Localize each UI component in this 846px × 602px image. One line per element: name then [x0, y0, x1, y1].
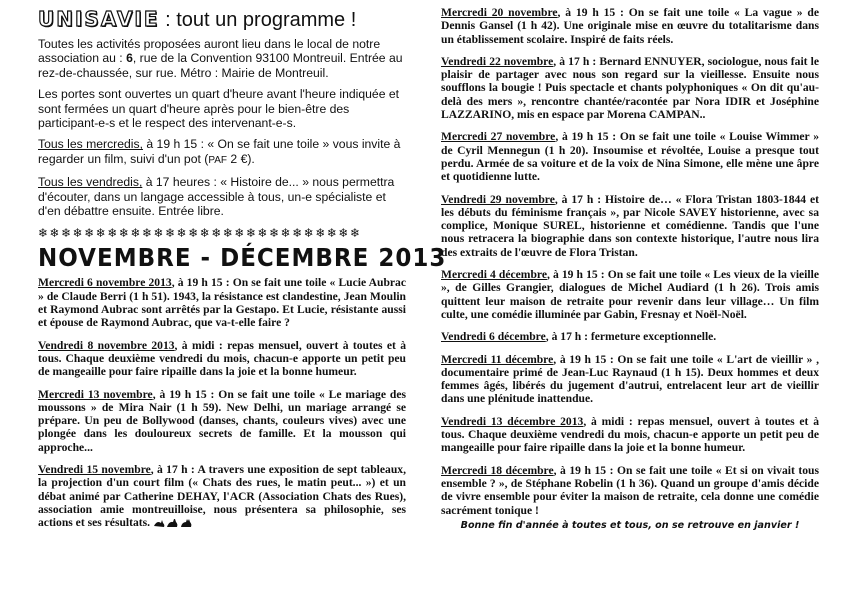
street-number: 6: [126, 51, 133, 66]
event-text: , à 17 h : Bernard ENNUYER, sociologue, nous fait le plaisir de partager avec nous son regard sur la vieillesse. Ensuite nous soufflons la bougie ! Puis spectacle et chants polyphoniques « On dit qu'au-delà des mers », rencontre chantée/racontée par Nora IDIR et Joséphine LAZZARINO, mis en espace par Morena CAMPAN..: [441, 54, 819, 122]
event-text: , à 17 h : Histoire de… « Flora Tristan 1803-1844 et les débuts du féminisme français », par Nicole SAVEY historienne, avec sa complice, Monique SUREL, historienne et comédienne. Tandis que l'une nous retracera la biographie dans son contexte historique, l'autre nous lira des extraits de l'œuvre de Flora Tristan.: [441, 192, 819, 259]
event-date: Vendredi 15 novembre: [38, 463, 151, 477]
event-text: , à 17 h : fermeture exceptionnelle.: [545, 330, 717, 344]
title-suffix: : tout un programme !: [159, 9, 357, 31]
wednesdays-label: Tous les mercredis,: [38, 137, 143, 152]
event-item: [38, 339, 406, 379]
event-item: [441, 268, 819, 321]
intro-wednesdays: [38, 137, 406, 168]
wednesdays-price: 2 €).: [227, 151, 255, 166]
event-text: , à 19 h 15 : On se fait une toile « Le mariage des moussons » de Mira Nair (1 h 59). New Delhi, un mariage arrangé se prépare. Un peu de Bollywood (danses, chants, couleurs vives) avec une plongée dans les douloureux secrets de famille. Et la mousson qui approche...: [38, 387, 406, 454]
period-banner: NOVEMBRE - DÉCEMBRE 2013: [38, 244, 447, 274]
event-item: [441, 193, 819, 259]
event-text: , à 19 h 15 : On se fait une toile « Les vieux de la vieille », de Gilles Grangier, dialogues de Michel Audiard (1 h 26). Trois amis quittent leur maison de retraite pour revenir dans leur village… Un film culte, une comédie illuminée par Gabin, Fresnay et Noël-Noël.: [441, 268, 819, 321]
event-item: [38, 276, 406, 329]
cat-silhouettes-icon: [153, 516, 193, 531]
event-date: Vendredi 29 novembre: [441, 192, 555, 206]
event-item: [441, 130, 819, 183]
page-title: [38, 6, 406, 33]
left-column: [38, 6, 447, 541]
event-date: Vendredi 22 novembre: [441, 54, 554, 68]
paf-label: PAF: [208, 154, 228, 166]
event-item: [38, 463, 406, 531]
event-item: [441, 464, 819, 517]
event-item: [441, 330, 819, 343]
event-text: , à 19 h 15 : On se fait une toile « La vague » de Dennis Gansel (1 h 42). Une originale mise en œuvre du totalitarisme dans un établissement scolaire. Inspiré de faits réels.: [441, 6, 819, 46]
event-item: [441, 415, 819, 455]
event-date: Mercredi 4 décembre: [441, 268, 547, 282]
intro-location-text: Toutes les activités proposées auront lieu dans le local de notre association au :: [38, 37, 381, 66]
event-item: [38, 388, 406, 454]
event-date: Mercredi 11 décembre: [441, 352, 554, 366]
intro-location-rest: , rue de la Convention 93100 Montreuil. Entrée au rez-de-chaussée, sur rue. Métro : Mairie de Montreuil.: [38, 51, 403, 80]
closing-message: Bonne fin d'année à toutes et tous, on se retrouve en janvier !: [460, 519, 800, 531]
intro-doors: Les portes sont ouvertes un quart d'heure avant l'heure indiquée et sont fermées un quart d'heure après pour le bien-être des participant-e-s et le respect des intervenant-e-s.: [38, 87, 400, 131]
event-text: , à 17 h : A travers une exposition de sept tableaux, la projection d'un court film (« Chats des rues, le matin peut... ») et un débat animé par Catherine DEHAY, l'ACR (Association Chats des Rues), association amie montreuilloise, nous présentera sa philosophie, ses actions et ses résultats.: [38, 463, 406, 530]
event-date: Mercredi 18 décembre: [441, 463, 554, 477]
event-date: Mercredi 27 novembre: [441, 130, 556, 144]
event-date: Mercredi 13 novembre: [38, 387, 153, 401]
event-item: [441, 6, 819, 46]
intro-fridays: [38, 175, 406, 218]
event-text: , à midi : repas mensuel, ouvert à toutes et à tous. Chaque deuxième vendredi du mois, chacun-e apporte un petit peu de mangeaille pour faire ripaille dans la joie et la bonne humeur.: [38, 338, 406, 379]
event-text: , à 19 h 15 : On se fait une toile « Lucie Aubrac » de Claude Berri (1 h 51). 1943, la résistance est clandestine, Jean Moulin et Raymond Aubrac sont arrêtés par la Gestapo. Et Lucie, résistante aussi et épouse de Raymond Aubrac, que va-t-elle faire ?: [38, 276, 406, 330]
snowflake-divider: ❄❄❄❄❄❄❄❄❄❄❄❄❄❄❄❄❄❄❄❄❄❄❄❄❄❄❄❄: [38, 226, 362, 241]
event-text: , à 19 h 15 : On se fait une toile « L'art de vieillir » , documentaire primé de Jean-Luc Raynaud (1 h 15). Deux hommes et deux femmes âgés, libérés du jugement d'autrui, entrelacent leur art de vieillir dans une plénitude inattendue.: [441, 352, 820, 406]
event-item: [441, 353, 819, 406]
event-date: Vendredi 6 décembre: [441, 330, 546, 344]
fridays-text: à 17 heures : « Histoire de... » nous permettra d'écouter, dans un langage accessible à tous, un-e spécialiste et d'en débattre ensuite. Entrée libre.: [38, 175, 395, 219]
event-date: Vendredi 8 novembre 2013: [38, 338, 175, 352]
right-column: [441, 6, 819, 532]
intro-location: [38, 37, 406, 80]
brand-name: UNISAVIE: [38, 7, 160, 31]
event-text: , à 19 h 15 : On se fait une toile « Et si on vivait tous ensemble ? », de Stéphane Robelin (1 h 36). Quand un groupe d'amis décide de vivre ensemble pour éviter la maison de retraite, cela donne une comédie sacrément tonique !: [441, 463, 819, 517]
fridays-label: Tous les vendredis,: [38, 175, 143, 190]
event-date: Mercredi 6 novembre 2013: [38, 276, 172, 290]
event-text: , à midi : repas mensuel, ouvert à toutes et à tous. Chaque deuxième vendredi du mois, chacun-e apporte un petit peu de mangeaille pour faire ripaille dans la joie et la bonne humeur.: [441, 414, 819, 455]
event-item: [441, 55, 819, 121]
wednesdays-text: à 19 h 15 : « On se fait une toile » vous invite à regarder un film, suivi d'un pot (: [38, 137, 401, 166]
event-date: Mercredi 20 novembre: [441, 6, 558, 19]
event-text: , à 19 h 15 : On se fait une toile « Louise Wimmer » de Cyril Mennegun (1 h 20). Insoumise et révoltée, Louise a presque tout perdu. Armée de sa voiture et de la voix de Nina Simone, elle mène une âpre et quotidienne lutte.: [441, 130, 819, 184]
event-date: Vendredi 13 décembre 2013: [441, 414, 584, 428]
